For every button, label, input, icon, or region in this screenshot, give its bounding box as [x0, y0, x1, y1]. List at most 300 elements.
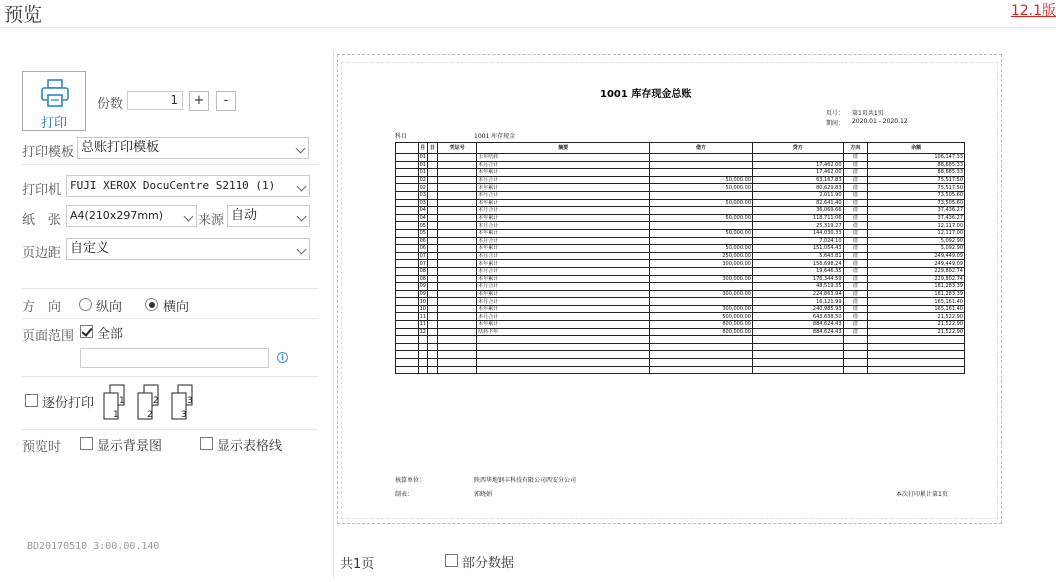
ledger-blank-cell	[396, 267, 419, 275]
ledger-blank-cell	[396, 229, 419, 237]
ledger-cell	[753, 351, 844, 359]
ledger-cell	[427, 199, 437, 207]
copies-input[interactable]: 1	[127, 91, 183, 110]
ledger-cell	[427, 305, 437, 313]
report-period-value: 2020.01 - 2020.12	[852, 118, 908, 125]
info-icon[interactable]: i	[277, 352, 288, 363]
ledger-cell: 本年累计	[477, 229, 650, 237]
ledger-cell	[427, 313, 437, 321]
ledger-cell	[418, 343, 427, 351]
ledger-cell	[650, 154, 753, 162]
ledger-cell	[427, 328, 437, 336]
ledger-cell: 本月合计	[477, 207, 650, 215]
printer-select[interactable]	[66, 175, 310, 197]
orientation-portrait-radio[interactable]	[79, 298, 92, 311]
ledger-cell: 借	[843, 237, 868, 245]
ledger-cell: 73,505.60	[868, 199, 965, 207]
ledger-cell	[650, 343, 753, 351]
ledger-cell	[438, 313, 477, 321]
ledger-cell	[868, 366, 965, 374]
orientation-portrait-label: 纵向	[96, 300, 123, 315]
ledger-cell: 12	[419, 328, 426, 335]
ledger-cell: 21,522.90	[868, 328, 965, 336]
ledger-blank-cell	[396, 275, 419, 283]
ledger-blank-cell	[396, 336, 419, 344]
ledger-cell: 本月合计	[477, 313, 650, 321]
ledger-cell	[427, 275, 437, 283]
ledger-cell: 本月合计	[477, 237, 650, 245]
ledger-cell: 03	[419, 192, 426, 199]
ledger-cell: 5,643.81	[753, 252, 844, 260]
ledger-cell	[843, 359, 868, 367]
ledger-cell	[438, 351, 477, 359]
ledger-blank-cell	[396, 161, 419, 169]
ledger-cell: 本月合计	[477, 252, 650, 260]
ledger-cell	[650, 351, 753, 359]
margin-label: 页边距	[22, 246, 62, 261]
ledger-cell	[427, 184, 437, 192]
ledger-cell: 借	[843, 229, 868, 237]
page-range-all-checkbox[interactable]	[80, 325, 93, 338]
ledger-blank-cell	[396, 313, 419, 321]
ledger-cell: 本年累计	[477, 169, 650, 177]
ledger-cell	[438, 245, 477, 253]
ledger-cell	[438, 184, 477, 192]
page-count: 共1页	[340, 557, 375, 572]
svg-text:3: 3	[181, 410, 187, 420]
ledger-cell	[427, 161, 437, 169]
ledger-blank-cell	[396, 328, 419, 336]
ledger-header-cell: 方向	[843, 143, 868, 154]
ledger-cell: 08	[419, 268, 426, 275]
table-row	[396, 245, 965, 253]
table-row	[396, 283, 965, 291]
report-page-value: 第1页共1页	[852, 110, 884, 117]
collate-checkbox[interactable]	[25, 394, 38, 407]
svg-text:3: 3	[187, 396, 193, 406]
table-row	[396, 184, 965, 192]
ledger-blank-cell	[396, 343, 419, 351]
ledger-cell	[843, 351, 868, 359]
ledger-cell	[438, 305, 477, 313]
table-row	[396, 176, 965, 184]
ledger-blank-cell	[396, 260, 419, 268]
ledger-cell	[427, 260, 437, 268]
svg-text:1: 1	[119, 396, 125, 406]
ledger-cell	[427, 191, 437, 199]
ledger-cell: 09	[419, 283, 426, 290]
ledger-cell	[477, 336, 650, 344]
chevron-down-icon	[296, 144, 306, 154]
printer-label: 打印机	[22, 183, 62, 198]
version-link[interactable]: 12.1版	[1010, 3, 1056, 19]
paper-label: 纸 张	[22, 213, 62, 228]
ledger-cell: 250,000.00	[650, 252, 753, 260]
table-row	[396, 321, 965, 329]
ledger-cell	[438, 359, 477, 367]
table-row	[396, 336, 965, 344]
ledger-cell: 10	[419, 306, 426, 313]
ledger-cell: 本月合计	[477, 176, 650, 184]
copies-decrement-button[interactable]: -	[216, 91, 236, 111]
ledger-cell	[427, 245, 437, 253]
ledger-cell: 本年累计	[477, 321, 650, 329]
ledger-header-cell: 借方	[650, 143, 753, 154]
ledger-cell	[438, 161, 477, 169]
ledger-cell: 05	[419, 230, 426, 237]
ledger-cell	[650, 207, 753, 215]
report-maker-label: 制表：	[395, 491, 414, 498]
ledger-cell	[427, 252, 437, 260]
ledger-blank-cell	[396, 199, 419, 207]
show-gridlines-label: 显示表格线	[217, 439, 283, 454]
build-version: BD20170510 3:00.00.140	[27, 541, 160, 552]
ledger-table	[395, 142, 965, 374]
ledger-cell: 165,161.40	[868, 305, 965, 313]
ledger-cell: 300,000.00	[650, 275, 753, 283]
ledger-cell	[650, 267, 753, 275]
ledger-cell: 03	[419, 199, 426, 206]
divider	[22, 164, 318, 165]
table-row	[396, 237, 965, 245]
ledger-cell	[427, 229, 437, 237]
table-row	[396, 267, 965, 275]
copies-label: 份数	[97, 97, 124, 112]
ledger-cell	[438, 199, 477, 207]
ledger-cell	[438, 328, 477, 336]
ledger-cell: 50,000.00	[650, 184, 753, 192]
ledger-cell: 本年累计	[477, 184, 650, 192]
ledger-cell: 本月合计	[477, 222, 650, 230]
table-row	[396, 154, 965, 162]
ledger-cell: 21,522.90	[868, 313, 965, 321]
ledger-cell: 结转下年	[477, 328, 650, 336]
orientation-label: 方 向	[22, 300, 62, 315]
ledger-cell: 80,629.83	[753, 184, 844, 192]
ledger-cell: 165,161.40	[868, 298, 965, 306]
ledger-cell	[427, 366, 437, 374]
ledger-cell: 82,641.40	[753, 199, 844, 207]
ledger-cell: 借	[843, 161, 868, 169]
ledger-cell	[650, 237, 753, 245]
orientation-landscape-radio[interactable]	[145, 298, 158, 311]
ledger-cell	[438, 222, 477, 230]
ledger-cell	[438, 252, 477, 260]
printer-icon	[39, 77, 71, 109]
ledger-cell	[427, 267, 437, 275]
ledger-cell: 借	[843, 176, 868, 184]
divider	[22, 376, 318, 377]
header-divider	[0, 27, 1056, 28]
ledger-cell: 50,000.00	[650, 245, 753, 253]
ledger-cell: 借	[843, 267, 868, 275]
ledger-blank-cell	[396, 154, 419, 162]
ledger-cell: 借	[843, 298, 868, 306]
table-row	[396, 260, 965, 268]
paper-source-label: 来源	[198, 213, 225, 228]
print-button[interactable]	[22, 71, 86, 131]
table-row	[396, 275, 965, 283]
report-page-label: 页号：	[826, 110, 845, 117]
ledger-cell: 借	[843, 252, 868, 260]
table-row	[396, 359, 965, 367]
ledger-cell: 48,519.35	[753, 283, 844, 291]
report-unit-value: 陕西华地钢丰科技有限公司西安分公司	[474, 477, 577, 484]
table-row	[396, 366, 965, 374]
ledger-cell: 借	[843, 154, 868, 162]
ledger-cell: 12,117.00	[868, 222, 965, 230]
ledger-header-cell: 摘要	[477, 143, 650, 154]
ledger-cell: 07	[419, 253, 426, 260]
ledger-cell	[438, 343, 477, 351]
chevron-down-icon	[184, 212, 194, 222]
ledger-blank-cell	[396, 359, 419, 367]
ledger-cell	[843, 336, 868, 344]
ledger-header-cell: 月	[418, 143, 427, 154]
partial-data-label: 部分数据	[462, 556, 515, 571]
ledger-cell	[438, 260, 477, 268]
partial-data-checkbox[interactable]	[445, 554, 458, 567]
ledger-cell: 249,449.09	[868, 260, 965, 268]
template-select[interactable]	[77, 137, 309, 159]
show-background-checkbox[interactable]	[80, 437, 93, 450]
ledger-cell: 2,011.90	[753, 191, 844, 199]
table-row	[396, 229, 965, 237]
ledger-cell	[438, 176, 477, 184]
paper-size-select[interactable]	[66, 205, 197, 227]
ledger-cell	[477, 366, 650, 374]
table-row	[396, 191, 965, 199]
ledger-cell: 07	[419, 260, 426, 267]
report-title: 1001 库存现金总账	[600, 89, 692, 100]
ledger-cell: 50,000.00	[650, 199, 753, 207]
table-row	[396, 169, 965, 177]
ledger-cell	[753, 359, 844, 367]
ledger-cell: 181,283.39	[868, 283, 965, 291]
ledger-cell	[650, 336, 753, 344]
ledger-cell	[650, 283, 753, 291]
svg-text:1: 1	[113, 410, 119, 420]
ledger-cell: 借	[843, 184, 868, 192]
ledger-cell	[427, 290, 437, 298]
ledger-cell: 300,000.00	[650, 305, 753, 313]
ledger-cell: 176,344.59	[753, 275, 844, 283]
ledger-cell: 800,000.00	[650, 328, 753, 336]
ledger-blank-cell	[396, 245, 419, 253]
ledger-cell: 21,522.90	[868, 321, 965, 329]
ledger-cell: 06	[419, 245, 426, 252]
ledger-cell	[438, 154, 477, 162]
ledger-cell: 04	[419, 207, 426, 214]
ledger-cell: 本年累计	[477, 214, 650, 222]
ledger-cell	[418, 336, 427, 344]
ledger-cell	[650, 359, 753, 367]
ledger-cell	[418, 359, 427, 367]
ledger-cell: 08	[419, 275, 426, 282]
page-title: 预览	[4, 4, 43, 26]
show-background-label: 显示背景图	[97, 439, 163, 454]
ledger-cell: 借	[843, 207, 868, 215]
ledger-cell: 借	[843, 214, 868, 222]
table-row	[396, 313, 965, 321]
table-row	[396, 298, 965, 306]
ledger-cell: 17,462.00	[753, 169, 844, 177]
ledger-cell: 17,462.00	[753, 161, 844, 169]
table-row	[396, 328, 965, 336]
ledger-header-blank	[396, 143, 419, 154]
report-unit-label: 核算单位：	[395, 477, 426, 484]
table-row	[396, 222, 965, 230]
ledger-cell	[868, 336, 965, 344]
ledger-cell: 643,638.50	[753, 313, 844, 321]
ledger-cell	[438, 214, 477, 222]
ledger-cell	[438, 336, 477, 344]
ledger-cell: 37,436.27	[868, 207, 965, 215]
ledger-cell: 本年累计	[477, 245, 650, 253]
collate-pages-icon	[102, 383, 198, 423]
print-button-label: 打印	[40, 116, 67, 131]
ledger-cell: 本年累计	[477, 199, 650, 207]
ledger-cell: 本月合计	[477, 267, 650, 275]
ledger-cell: 884,624.43	[753, 321, 844, 329]
table-row	[396, 214, 965, 222]
ledger-cell: 01	[419, 154, 426, 161]
ledger-blank-cell	[396, 298, 419, 306]
ledger-cell: 借	[843, 321, 868, 329]
ledger-cell	[418, 366, 427, 374]
ledger-blank-cell	[396, 305, 419, 313]
ledger-cell: 02	[419, 177, 426, 184]
ledger-cell: 229,802.74	[868, 267, 965, 275]
collate-label: 逐份打印	[42, 396, 95, 411]
ledger-cell	[438, 298, 477, 306]
ledger-cell	[843, 343, 868, 351]
ledger-cell	[650, 161, 753, 169]
ledger-cell	[477, 343, 650, 351]
ledger-cell	[438, 169, 477, 177]
ledger-blank-cell	[396, 351, 419, 359]
ledger-cell: 181,283.39	[868, 290, 965, 298]
ledger-cell: 本月合计	[477, 283, 650, 291]
svg-text:2: 2	[147, 410, 153, 420]
ledger-cell: 73,505.60	[868, 191, 965, 199]
ledger-cell: 19,646.35	[753, 267, 844, 275]
ledger-cell: 借	[843, 199, 868, 207]
template-select-value: 总账打印模板	[81, 140, 160, 155]
ledger-blank-cell	[396, 237, 419, 245]
paper-source-select[interactable]	[227, 205, 310, 227]
ledger-cell	[438, 275, 477, 283]
ledger-cell: 本年累计	[477, 260, 650, 268]
ledger-cell: 50,000.00	[650, 214, 753, 222]
table-row	[396, 290, 965, 298]
ledger-cell: 10	[419, 298, 426, 305]
ledger-blank-cell	[396, 366, 419, 374]
ledger-cell	[650, 298, 753, 306]
ledger-cell	[427, 207, 437, 215]
report-maker-value: 郭晓娟	[474, 491, 493, 498]
ledger-cell	[438, 267, 477, 275]
ledger-cell	[650, 222, 753, 230]
page-range-input[interactable]	[80, 348, 269, 368]
ledger-cell: 240,985.93	[753, 305, 844, 313]
ledger-cell: 借	[843, 191, 868, 199]
ledger-cell: 25,319.27	[753, 222, 844, 230]
chevron-down-icon	[297, 212, 307, 222]
ledger-cell: 75,517.50	[868, 184, 965, 192]
margin-select-value: 自定义	[70, 241, 110, 256]
ledger-cell: 106,147.33	[868, 154, 965, 162]
ledger-blank-cell	[396, 290, 419, 298]
ledger-cell: 249,449.09	[868, 252, 965, 260]
printer-select-value: FUJI XEROX DocuCentre S2110 (1)	[70, 179, 276, 192]
table-row	[396, 305, 965, 313]
ledger-cell: 500,000.00	[650, 313, 753, 321]
ledger-cell: 144,030.33	[753, 229, 844, 237]
ledger-cell: 118,711.06	[753, 214, 844, 222]
ledger-cell: 50,000.00	[650, 229, 753, 237]
ledger-blank-cell	[396, 191, 419, 199]
ledger-cell	[650, 169, 753, 177]
ledger-cell: 上年结转	[477, 154, 650, 162]
copies-increment-button[interactable]: +	[189, 91, 209, 111]
table-row	[396, 351, 965, 359]
ledger-cell	[753, 154, 844, 162]
ledger-cell: 16,121.99	[753, 298, 844, 306]
ledger-cell	[427, 154, 437, 162]
ledger-blank-cell	[396, 214, 419, 222]
preview-options-label: 预览时	[22, 440, 62, 455]
divider	[22, 429, 318, 430]
ledger-cell: 37,436.27	[868, 214, 965, 222]
ledger-cell	[427, 343, 437, 351]
ledger-cell: 借	[843, 222, 868, 230]
ledger-cell	[753, 366, 844, 374]
ledger-cell: 156,698.24	[753, 260, 844, 268]
ledger-cell	[650, 191, 753, 199]
ledger-blank-cell	[396, 321, 419, 329]
ledger-cell	[650, 366, 753, 374]
ledger-cell	[438, 290, 477, 298]
ledger-cell: 63,167.83	[753, 176, 844, 184]
ledger-header-cell: 凭证号	[438, 143, 477, 154]
ledger-cell	[418, 351, 427, 359]
ledger-cell	[753, 336, 844, 344]
ledger-cell	[427, 359, 437, 367]
ledger-header-cell: 日	[427, 143, 437, 154]
ledger-cell	[438, 237, 477, 245]
ledger-cell: 7,024.10	[753, 237, 844, 245]
show-gridlines-checkbox[interactable]	[200, 437, 213, 450]
page-range-label: 页面范围	[22, 329, 75, 344]
ledger-cell: 01	[419, 161, 426, 168]
ledger-blank-cell	[396, 207, 419, 215]
paper-source-value: 自动	[231, 208, 258, 223]
divider	[22, 318, 318, 319]
ledger-cell: 本月合计	[477, 191, 650, 199]
ledger-cell	[427, 283, 437, 291]
ledger-cell: 本月合计	[477, 161, 650, 169]
ledger-cell	[427, 336, 437, 344]
margin-select[interactable]	[66, 238, 310, 260]
ledger-blank-cell	[396, 222, 419, 230]
ledger-blank-cell	[396, 169, 419, 177]
table-row	[396, 252, 965, 260]
ledger-cell: 224,863.94	[753, 290, 844, 298]
svg-text:2: 2	[153, 396, 159, 406]
table-row	[396, 199, 965, 207]
ledger-cell: 36,069.66	[753, 207, 844, 215]
